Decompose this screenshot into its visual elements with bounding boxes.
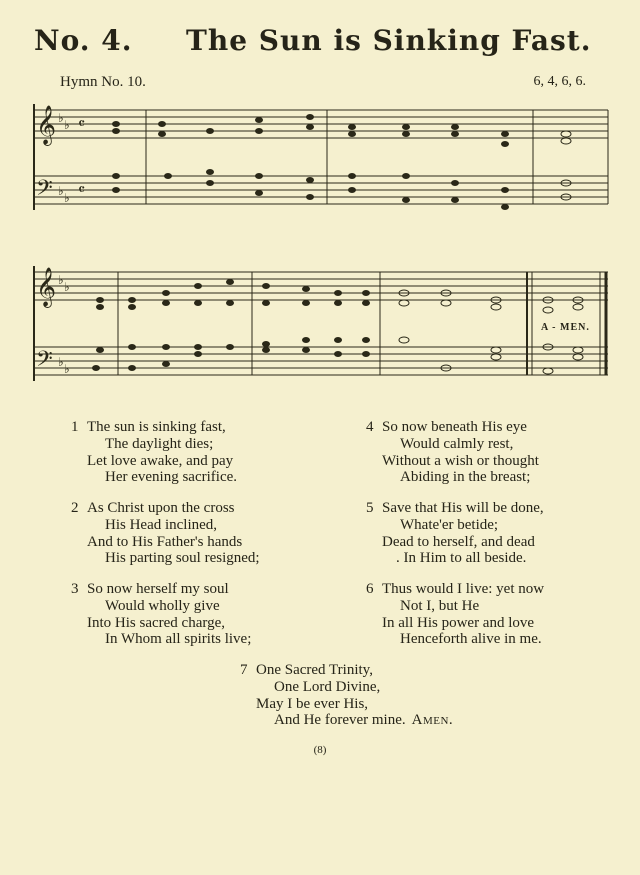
svg-text:♭: ♭ bbox=[58, 355, 64, 369]
svg-text:♭: ♭ bbox=[58, 273, 64, 287]
verse-5 bbox=[366, 500, 544, 567]
verse-line: His Head inclined, bbox=[105, 516, 218, 533]
hymn-label: Hymn No. 10. bbox=[60, 74, 146, 90]
svg-text:𝄞: 𝄞 bbox=[36, 267, 57, 307]
staff-treble-1 bbox=[34, 110, 608, 138]
svg-text:♭: ♭ bbox=[64, 118, 70, 132]
verse-line: May I be ever His, bbox=[256, 695, 369, 712]
verse-number: 3 bbox=[71, 581, 79, 597]
meter-label: 6, 4, 6, 6. bbox=[533, 74, 586, 89]
verse-4 bbox=[366, 419, 539, 486]
verse-line: Her evening sacrifice. bbox=[105, 469, 238, 486]
hymn-title: The Sun is Sinking Fast. bbox=[186, 24, 592, 57]
hymn-number: No. 4. bbox=[34, 24, 133, 57]
notes bbox=[92, 114, 583, 374]
verse-number: 2 bbox=[71, 500, 79, 516]
staff-treble-2 bbox=[34, 272, 608, 300]
verse-line: Save that His will be done, bbox=[382, 500, 544, 516]
verse-line: And to His Father's hands bbox=[87, 533, 243, 550]
verse-line: The daylight dies; bbox=[105, 435, 214, 452]
staff-bass-1 bbox=[34, 176, 608, 204]
verse-line: So now beneath His eye bbox=[382, 419, 527, 435]
verse-7 bbox=[240, 662, 454, 729]
svg-text:𝄴: 𝄴 bbox=[78, 180, 86, 199]
svg-text:♭: ♭ bbox=[64, 280, 70, 294]
verse-line: Dead to herself, and dead bbox=[382, 533, 535, 550]
svg-text:𝄴: 𝄴 bbox=[78, 114, 86, 133]
svg-text:♭: ♭ bbox=[64, 362, 70, 376]
verse-number: 5 bbox=[366, 500, 374, 516]
svg-text:♭: ♭ bbox=[58, 111, 64, 125]
verse-line: In Whom all spirits live; bbox=[105, 631, 252, 648]
verse-line: As Christ upon the cross bbox=[87, 500, 235, 516]
verse-line: Without a wish or thought bbox=[382, 452, 539, 469]
verse-line: Not I, but He bbox=[400, 597, 480, 614]
verse-line: In all His power and love bbox=[382, 614, 535, 631]
verse-line: The sun is sinking fast, bbox=[87, 419, 226, 435]
verse-number: 1 bbox=[71, 419, 79, 435]
verse-line: Into His sacred charge, bbox=[87, 614, 226, 631]
amen-text: Amen. bbox=[411, 712, 454, 729]
amen-label: A - MEN. bbox=[541, 322, 590, 333]
verse-line: One Lord Divine, bbox=[274, 678, 381, 695]
staff-bass-2 bbox=[34, 347, 608, 375]
svg-text:𝄢: 𝄢 bbox=[36, 176, 53, 206]
verse-line: His parting soul resigned; bbox=[105, 550, 260, 567]
verse-1 bbox=[71, 419, 238, 486]
svg-text:♭: ♭ bbox=[58, 184, 64, 198]
verse-line: Would wholly give bbox=[105, 597, 220, 614]
page-number: (8) bbox=[313, 744, 327, 756]
verse-line: Thus would I live: yet now bbox=[382, 581, 545, 597]
verse-line: One Sacred Trinity, bbox=[256, 662, 373, 678]
verse-number: 4 bbox=[366, 419, 374, 435]
verse-line: And He forever mine. bbox=[274, 712, 406, 729]
music-score bbox=[0, 0, 640, 400]
verse-line: So now herself my soul bbox=[87, 581, 229, 597]
verse-line: Whate'er betide; bbox=[400, 516, 499, 533]
verse-6 bbox=[366, 581, 545, 648]
verse-number: 6 bbox=[366, 581, 374, 597]
verse-number: 7 bbox=[240, 662, 248, 678]
verse-3 bbox=[71, 581, 252, 648]
verse-line: Abiding in the breast; bbox=[400, 469, 531, 486]
svg-text:𝄞: 𝄞 bbox=[36, 105, 57, 145]
verse-line: Would calmly rest, bbox=[400, 435, 514, 452]
verse-line: Henceforth alive in me. bbox=[400, 631, 542, 648]
verse-line: . In Him to all beside. bbox=[396, 550, 527, 567]
verse-2 bbox=[71, 500, 260, 567]
verse-line: Let love awake, and pay bbox=[87, 452, 234, 469]
svg-text:♭: ♭ bbox=[64, 191, 70, 205]
svg-text:𝄢: 𝄢 bbox=[36, 347, 53, 377]
